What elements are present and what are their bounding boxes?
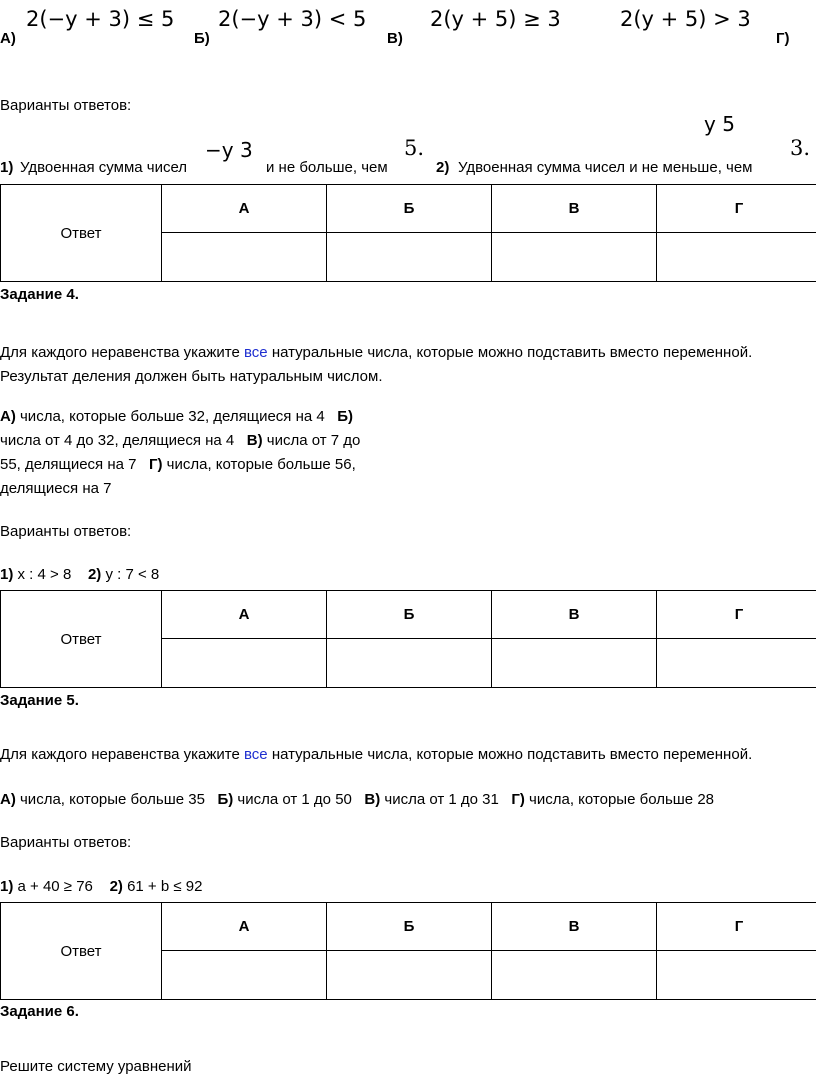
- task4-a-text: числа, которые больше 32, делящиеся на 4: [15, 408, 325, 425]
- col-header-a: А: [162, 185, 327, 233]
- answer-cell-b[interactable]: [327, 951, 492, 1000]
- task4-v-text2: 55, делящиеся на 7: [0, 456, 137, 473]
- answer-table-task4: [0, 590, 816, 688]
- col-header-g: Г: [657, 185, 816, 233]
- task4-answers: [0, 566, 159, 583]
- task4-intro-b: натуральные числа, которые можно подставить вместо переменной.: [267, 344, 753, 361]
- answer-cell-v[interactable]: [492, 233, 657, 282]
- task5-title: Задание 5.: [0, 692, 79, 709]
- answer-table-task3: [0, 184, 816, 282]
- answer-2-number: 2): [436, 159, 450, 176]
- task5-intro-b: натуральные числа, которые можно подставить вместо переменной.: [267, 746, 753, 763]
- option-g-expr: 2(y + 5) > 3: [620, 7, 751, 31]
- task4-items: [0, 405, 360, 501]
- answer-table-task5: [0, 902, 816, 1000]
- option-b-expr: 2(−y + 3) < 5: [218, 7, 367, 31]
- answer-cell-a[interactable]: [162, 639, 327, 688]
- answer-cell-v[interactable]: [492, 951, 657, 1000]
- task5-v-label: В): [364, 791, 381, 808]
- task4-b-label: Б): [337, 408, 354, 425]
- answer-cell-a[interactable]: [162, 951, 327, 1000]
- task6-title: Задание 6.: [0, 1003, 79, 1020]
- answer-cell-b[interactable]: [327, 639, 492, 688]
- option-v-expr: 2(y + 5) ≥ 3: [430, 7, 561, 31]
- task5-items: [0, 791, 714, 808]
- answer-1-expr: −y 3: [205, 138, 253, 162]
- col-header-a: А: [162, 903, 327, 951]
- task4-title: Задание 4.: [0, 286, 79, 303]
- task5-ans1-number: 1): [0, 878, 14, 895]
- answer-1-text2: и не больше, чем: [266, 159, 388, 176]
- answer-label: Ответ: [1, 903, 162, 1000]
- answer-2-value: 3.: [790, 136, 811, 160]
- floating-expr: y 5: [704, 112, 735, 136]
- answer-label: Ответ: [1, 591, 162, 688]
- option-a-label: А): [0, 30, 16, 47]
- col-header-v: В: [492, 903, 657, 951]
- answer-1-number: 1): [0, 159, 14, 176]
- task4-b-text: числа от 4 до 32, делящиеся на 4: [0, 432, 235, 449]
- task5-intro-all: все: [244, 746, 268, 763]
- task6-text: Решите систему уравнений: [0, 1058, 192, 1075]
- answer-cell-b[interactable]: [327, 233, 492, 282]
- answer-1-text: Удвоенная сумма чисел: [20, 159, 188, 176]
- option-g-label: Г): [776, 30, 790, 47]
- task5-intro-a: Для каждого неравенства укажите: [0, 746, 244, 763]
- task5-intro: [0, 743, 752, 767]
- answer-cell-g[interactable]: [657, 951, 816, 1000]
- task5-b-text: числа от 1 до 50: [233, 791, 352, 808]
- answer-cell-g[interactable]: [657, 639, 816, 688]
- col-header-b: Б: [327, 903, 492, 951]
- task5-g-text: числа, которые больше 28: [524, 791, 715, 808]
- option-v-label: В): [387, 30, 403, 47]
- task5-v-text: числа от 1 до 31: [380, 791, 499, 808]
- option-a-expr: 2(−y + 3) ≤ 5: [26, 7, 175, 31]
- col-header-a: А: [162, 591, 327, 639]
- variants-title: Варианты ответов:: [0, 97, 132, 114]
- task5-ans2: 61 + b ≤ 92: [122, 878, 203, 895]
- answer-2-text: Удвоенная сумма чисел и не меньше, чем: [458, 159, 753, 176]
- answer-cell-g[interactable]: [657, 233, 816, 282]
- task4-ans2: y : 7 < 8: [101, 566, 160, 583]
- task5-b-label: Б): [217, 791, 234, 808]
- answer-label: Ответ: [1, 185, 162, 282]
- col-header-b: Б: [327, 591, 492, 639]
- task5-answers: [0, 878, 202, 895]
- answer-cell-a[interactable]: [162, 233, 327, 282]
- task4-variants-title: Варианты ответов:: [0, 523, 132, 540]
- answer-cell-v[interactable]: [492, 639, 657, 688]
- task5-a-text: числа, которые больше 35: [15, 791, 205, 808]
- task4-g-text2: делящиеся на 7: [0, 480, 112, 497]
- col-header-b: Б: [327, 185, 492, 233]
- task5-variants-title: Варианты ответов:: [0, 834, 132, 851]
- task5-a-label: А): [0, 791, 16, 808]
- col-header-v: В: [492, 185, 657, 233]
- task4-intro-a: Для каждого неравенства укажите: [0, 344, 244, 361]
- task4-g-text: числа, которые больше 56,: [162, 456, 356, 473]
- option-b-label: Б): [194, 30, 210, 47]
- task4-v-label: В): [246, 432, 263, 449]
- task5-g-label: Г): [511, 791, 525, 808]
- answer-1-value: 5.: [404, 136, 425, 160]
- task5-ans1: a + 40 ≥ 76: [13, 878, 93, 895]
- task4-ans1-number: 1): [0, 566, 14, 583]
- task4-intro-line2: Результат деления должен быть натуральным числом.: [0, 368, 383, 385]
- task4-ans2-number: 2): [87, 566, 102, 583]
- task4-g-label: Г): [149, 456, 163, 473]
- task4-intro-all: все: [244, 344, 268, 361]
- col-header-g: Г: [657, 903, 816, 951]
- col-header-g: Г: [657, 591, 816, 639]
- task5-ans2-number: 2): [109, 878, 123, 895]
- task4-intro: [0, 341, 752, 389]
- task4-ans1: x : 4 > 8: [13, 566, 72, 583]
- col-header-v: В: [492, 591, 657, 639]
- task4-v-text: числа от 7 до: [262, 432, 361, 449]
- task4-a-label: А): [0, 408, 16, 425]
